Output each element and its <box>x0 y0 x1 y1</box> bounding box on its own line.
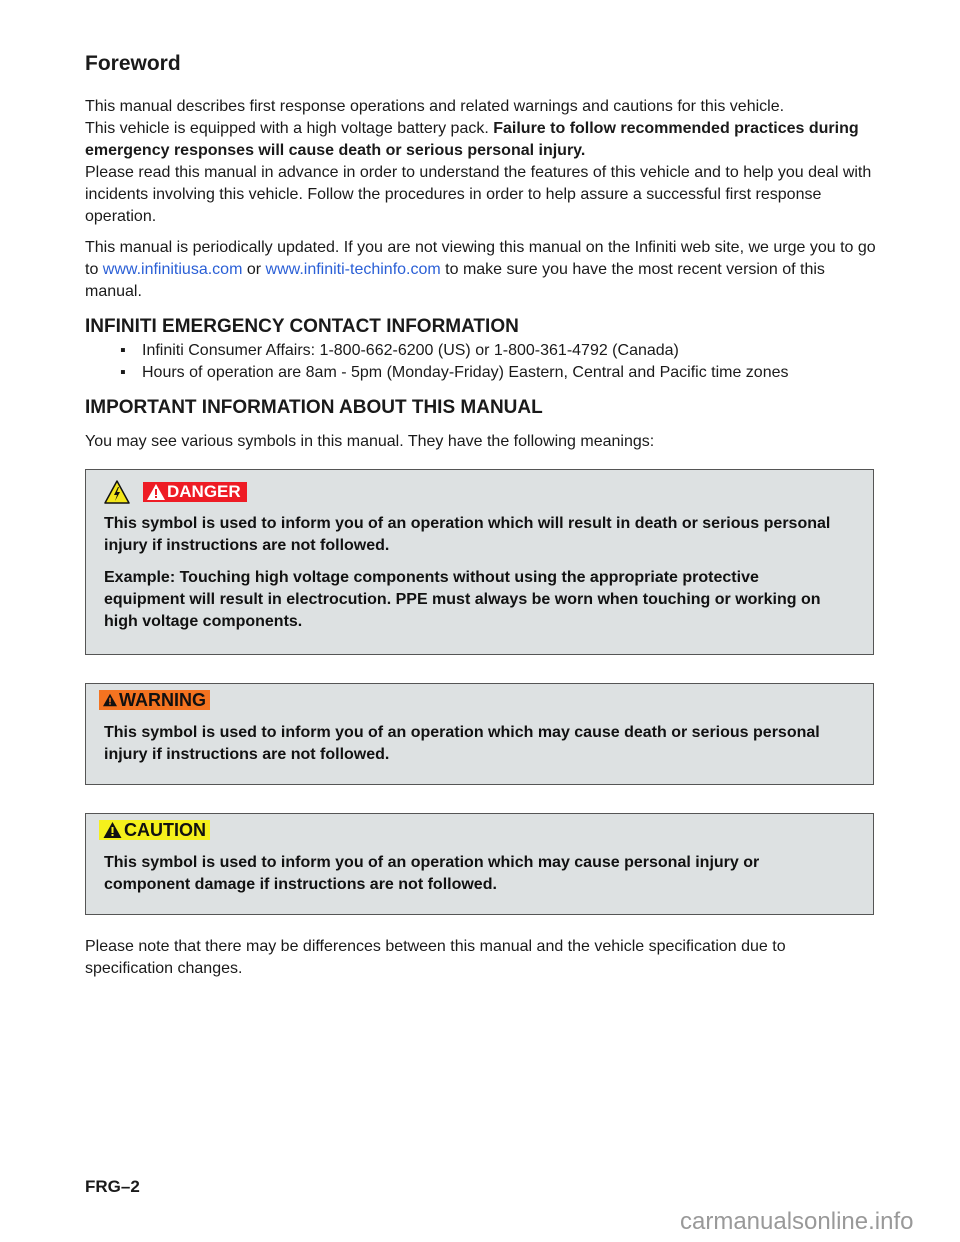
intro-line2 <box>85 118 877 162</box>
update-paragraph <box>85 237 877 303</box>
high-voltage-icon <box>104 480 130 504</box>
intro-line2-text: This vehicle is equipped with a high voltage battery pack. <box>85 120 494 137</box>
warning-text: This symbol is used to inform you of an operation which may cause death or serious personal injury if instructions are not followed. <box>104 724 820 763</box>
danger-example: Example: Touching high voltage components without using the appropriate protective equipment will result in electrocution. PPE must always be worn when touching or working on high voltage components. <box>104 569 821 630</box>
warning-badge <box>99 690 210 710</box>
contact-heading: INFINITI EMERGENCY CONTACT INFORMATION <box>85 316 519 337</box>
danger-badge <box>143 482 247 502</box>
warning-triangle-icon <box>147 484 165 500</box>
warning-label: WARNING <box>119 690 206 710</box>
page-number: FRG–2 <box>85 1177 140 1196</box>
list-item: ▪ Hours of operation are 8am - 5pm (Monday-Friday) Eastern, Central and Pacific time zones <box>120 364 789 381</box>
intro-line1: This manual describes first response operations and related warnings and cautions for this vehicle. <box>85 98 785 115</box>
caution-label: CAUTION <box>124 820 206 840</box>
list-item: ▪ Infiniti Consumer Affairs: 1-800-662-6200 (US) or 1-800-361-4792 (Canada) <box>120 342 679 359</box>
warning-box <box>85 683 874 785</box>
danger-label: DANGER <box>167 482 241 501</box>
intro-line3: Please read this manual in advance in order to understand the features of this vehicle and to help you deal with incidents involving this vehicle. Follow the procedures in order to help assure a successful first response operation. <box>85 164 872 225</box>
important-heading: IMPORTANT INFORMATION ABOUT THIS MANUAL <box>85 397 543 418</box>
infiniti-techinfo-link[interactable]: www.infiniti-techinfo.com <box>265 261 441 278</box>
danger-box <box>85 469 874 655</box>
warning-triangle-icon <box>103 822 122 838</box>
watermark: carmanualsonline.info <box>680 1208 914 1235</box>
caution-box <box>85 813 874 915</box>
danger-text: This symbol is used to inform you of an operation which will result in death or serious personal injury if instructions are not followed. <box>104 515 831 554</box>
intro-warning-bold: Failure to follow recommended practices during emergency responses will cause death or serious personal injury. <box>85 120 859 159</box>
contact-phone: Infiniti Consumer Affairs: 1-800-662-6200 (US) or 1-800-361-4792 (Canada) <box>142 342 679 359</box>
important-intro: You may see various symbols in this manual. They have the following meanings: <box>85 433 655 450</box>
update-text-post: to make sure you have the most recent version of this manual. <box>85 261 825 300</box>
specification-note: Please note that there may be differences between this manual and the vehicle specification due to specification changes. <box>85 938 786 977</box>
update-text-mid: or <box>242 261 266 278</box>
update-section <box>85 237 877 303</box>
caution-badge <box>99 820 210 840</box>
infinitiusa-link[interactable]: www.infinitiusa.com <box>102 261 243 278</box>
caution-text: This symbol is used to inform you of an operation which may cause personal injury or component damage if instructions are not followed. <box>104 854 760 893</box>
contact-hours: Hours of operation are 8am - 5pm (Monday-Friday) Eastern, Central and Pacific time zones <box>142 364 789 381</box>
update-text-pre: This manual is periodically updated. If you are not viewing this manual on the Infiniti web site, we urge you to go to <box>85 239 876 278</box>
warning-triangle-icon <box>103 692 117 708</box>
contact-list <box>120 340 880 384</box>
page-title: Foreword <box>85 52 181 75</box>
intro-section <box>85 96 877 228</box>
